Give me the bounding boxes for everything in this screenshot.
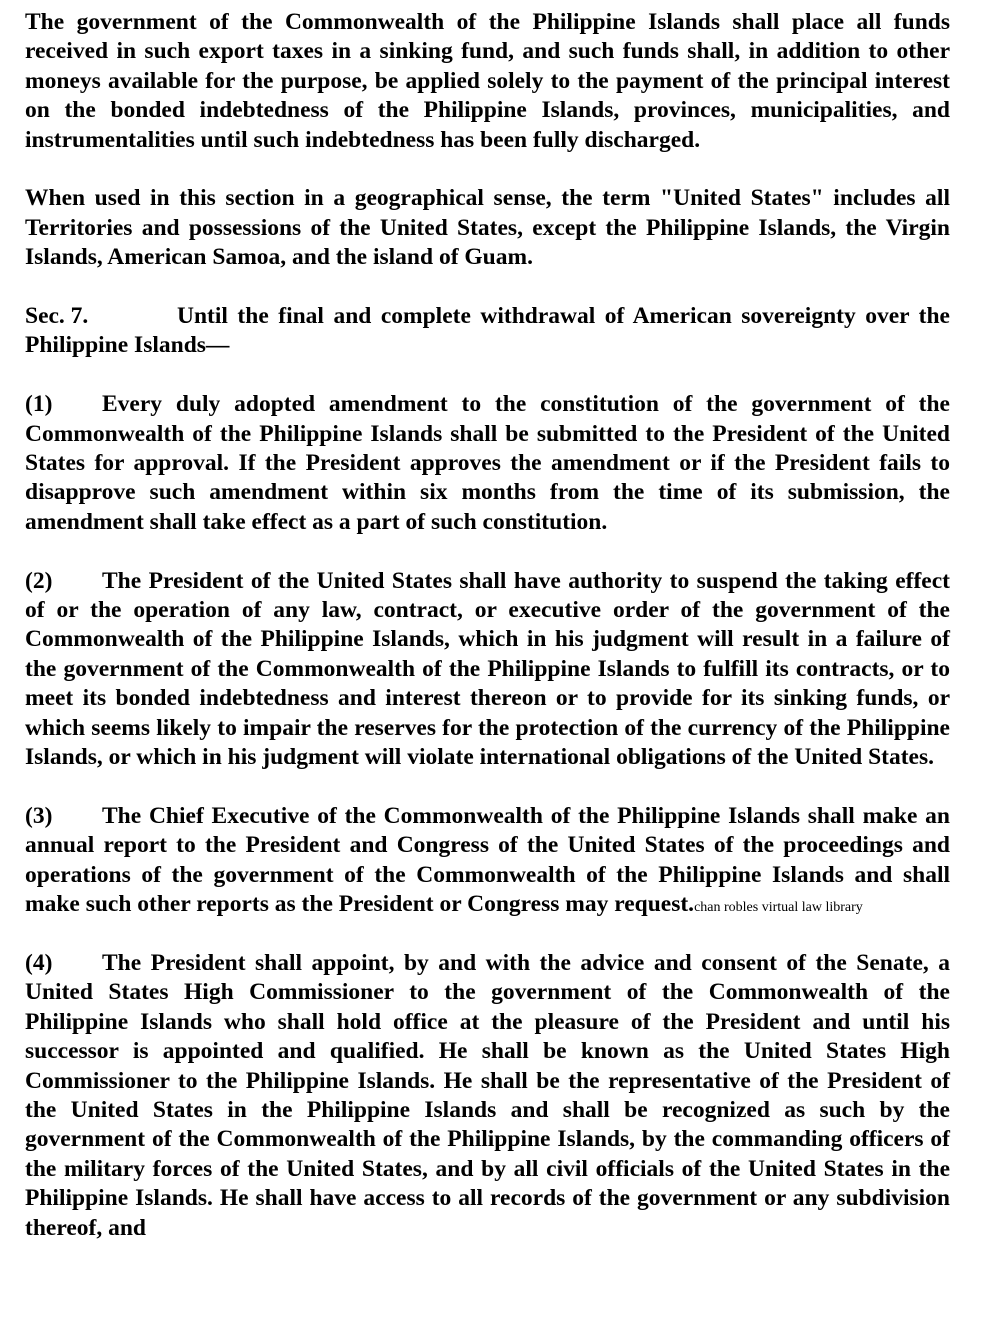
paragraph-text: When used in this section in a geographical sense, the term "United States" includes all Territories and possessions of the United States, except the Philippine Islands, the Virgin Islands, American Samoa, and the island of Guam.: [25, 185, 950, 271]
item-text: Every duly adopted amendment to the constitution of the government of the Commonwealth of the Philippine Islands shall be submitted to the President of the United States for approval. If the President approves the amendment or if the President fails to disapprove such amendment within six months from the time of its submission, the amendment shall take effect as a part of such constitution.: [25, 391, 950, 535]
section-text: Until the final and complete withdrawal of American sovereignty over the Philippine Islands—: [25, 303, 950, 359]
paragraph-united-states-definition: [25, 184, 950, 272]
item-4: [25, 949, 950, 1243]
watermark-text: chan robles virtual law library: [694, 900, 863, 916]
item-number: (4): [25, 949, 53, 976]
item-number: (1): [25, 391, 53, 418]
item-text: The Chief Executive of the Commonwealth of the Philippine Islands shall make an annual report to the President and Congress of the United States of the proceedings and operations of the government of the Commonwealth of the Philippine Islands and shall make such other reports as the President or Congress may request.: [25, 802, 950, 918]
item-number: (3): [25, 802, 53, 829]
section-7-heading: [25, 302, 950, 361]
item-text: The President shall appoint, by and with the advice and consent of the Senate, a United States High Commissioner to the government of the Commonwealth of the Philippine Islands who shall hold office at the pleasure of the President and until his successor is appointed and qualified. He shall be known as the United States High Commissioner to the Philippine Islands. He shall be the representative of the President of the United States in the Philippine Islands and shall be recognized as such by the government of the Commonwealth of the Philippine Islands, by the commanding officers of the military forces of the United States, and by all civil officials of the United States in the Philippine Islands. He shall have access to all records of the government or any subdivision thereof, and: [25, 949, 950, 1241]
item-text: The President of the United States shall have authority to suspend the taking effect of or the operation of any law, contract, or executive order of the government of the Commonwealth of the Philippine Islands, which in his judgment will result in a failure of the government of the Commonwealth of the Philippine Islands to fulfill its contracts, or to meet its bonded indebtedness and interest thereon or to provide for its sinking funds, or which seems likely to impair the reserves for the protection of the currency of the Philippine Islands, or which in his judgment will violate international obligations of the United States.: [25, 567, 950, 771]
item-3: [25, 802, 950, 920]
item-number: (2): [25, 567, 53, 594]
paragraph-sinking-fund: [25, 8, 950, 155]
item-2: [25, 567, 950, 773]
document-page: [25, 8, 950, 1243]
paragraph-text: The government of the Commonwealth of the Philippine Islands shall place all funds received in such export taxes in a sinking fund, and such funds shall, in addition to other moneys available for the purpose, be applied solely to the payment of the principal interest on the bonded indebtedness of the Philippine Islands, provinces, municipalities, and instrumentalities until such indebtedness has been fully discharged.: [25, 9, 950, 153]
section-number: Sec. 7.: [25, 303, 89, 330]
item-1: [25, 390, 950, 537]
